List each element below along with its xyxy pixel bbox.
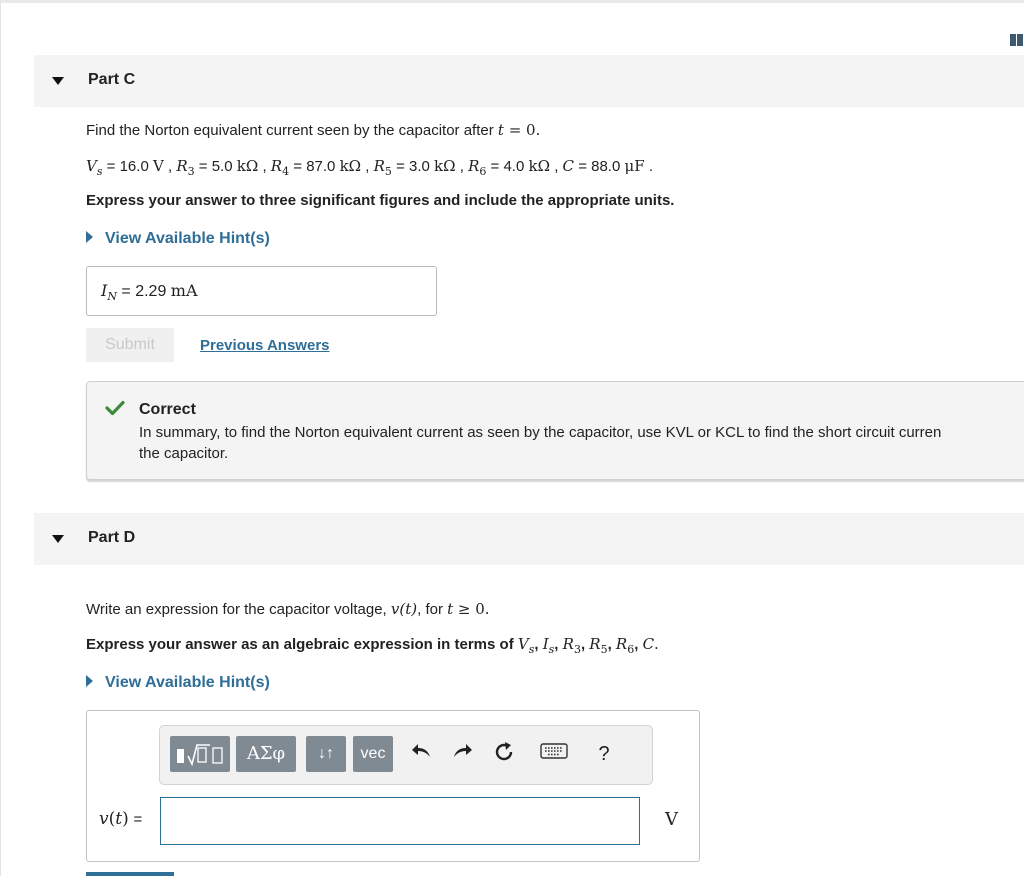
part-d-instruction: Express your answer as an algebraic expression in terms of $V_s$, $I_s$, $R_3$, $R_5$, $R_6$, C. xyxy=(86,635,659,656)
part-c-hint-toggle[interactable]: View Available Hint(s) xyxy=(86,230,270,248)
part-d-title: Part D xyxy=(88,529,136,546)
book-icon[interactable] xyxy=(1010,33,1024,45)
reset-icon[interactable] xyxy=(490,740,518,768)
part-c-parameters: $V_s = 16.0$ V , $R_3 = 5.0$ kΩ , $R_4 = 87.0$ kΩ , $R_5 = 3.0$ kΩ , $R_6 = 4.0$ kΩ , C = 88.0 μF . xyxy=(86,157,653,178)
unit-label: V xyxy=(665,809,678,830)
part-c-instruction: Express your answer to three significant figures and include the appropriate units. xyxy=(86,192,675,209)
answer-value: $I_N = 2.29$ mA xyxy=(101,281,198,304)
collapse-triangle-icon[interactable] xyxy=(52,535,64,543)
parameter-r3: $R_3 = 5.0$ kΩ xyxy=(176,157,259,178)
redo-icon[interactable] xyxy=(448,740,476,768)
part-c-answer-field[interactable] xyxy=(86,266,437,316)
vector-button[interactable]: vec xyxy=(353,736,393,772)
expand-arrow-icon xyxy=(86,231,93,243)
submit-button-edge[interactable] xyxy=(86,872,174,876)
undo-icon[interactable] xyxy=(408,740,436,768)
parameter-r6: $R_6 = 4.0$ kΩ xyxy=(468,157,551,178)
left-border xyxy=(0,0,1,876)
previous-answers-link[interactable]: Previous Answers xyxy=(200,337,330,354)
checkmark-icon xyxy=(105,400,125,416)
sort-button[interactable]: ↓↑ xyxy=(306,736,346,772)
part-d-hint-toggle[interactable]: View Available Hint(s) xyxy=(86,674,270,692)
help-button[interactable]: ? xyxy=(598,743,610,765)
parameter-vs: $V_s = 16.0$ V xyxy=(86,157,164,178)
expand-arrow-icon xyxy=(86,675,93,687)
parameter-r5: $R_5 = 3.0$ kΩ xyxy=(373,157,456,178)
correct-feedback xyxy=(86,381,1024,480)
greek-symbols-button[interactable]: ΑΣφ xyxy=(236,736,296,772)
part-c-question: Find the Norton equivalent current seen by the capacitor after t = 0. xyxy=(86,121,541,139)
submit-button[interactable]: Submit xyxy=(86,328,174,362)
keyboard-icon[interactable] xyxy=(538,740,570,768)
templates-button[interactable] xyxy=(170,736,230,772)
math-editor xyxy=(86,710,700,862)
collapse-triangle-icon[interactable] xyxy=(52,77,64,85)
part-c-header[interactable] xyxy=(34,55,1024,107)
feedback-body: In summary, to find the Norton equivalent current as seen by the capacitor, use KVL or KCL to find the short circuit curren the capacitor. xyxy=(139,424,942,462)
capacitor-voltage-input[interactable] xyxy=(160,797,640,845)
radical-template-icon xyxy=(170,736,230,772)
parameter-c: C = 88.0 μF xyxy=(562,157,645,175)
feedback-title: Correct xyxy=(139,401,196,418)
part-c-title: Part C xyxy=(88,71,136,88)
part-d-header[interactable] xyxy=(34,513,1024,565)
part-d-question: Write an expression for the capacitor voltage, v(t), for t ≥ 0. xyxy=(86,600,490,618)
parameter-r4: $R_4 = 87.0$ kΩ xyxy=(270,157,362,178)
top-border xyxy=(0,0,1024,3)
input-label: v(t) = xyxy=(99,809,143,829)
math-toolbar xyxy=(159,725,653,785)
